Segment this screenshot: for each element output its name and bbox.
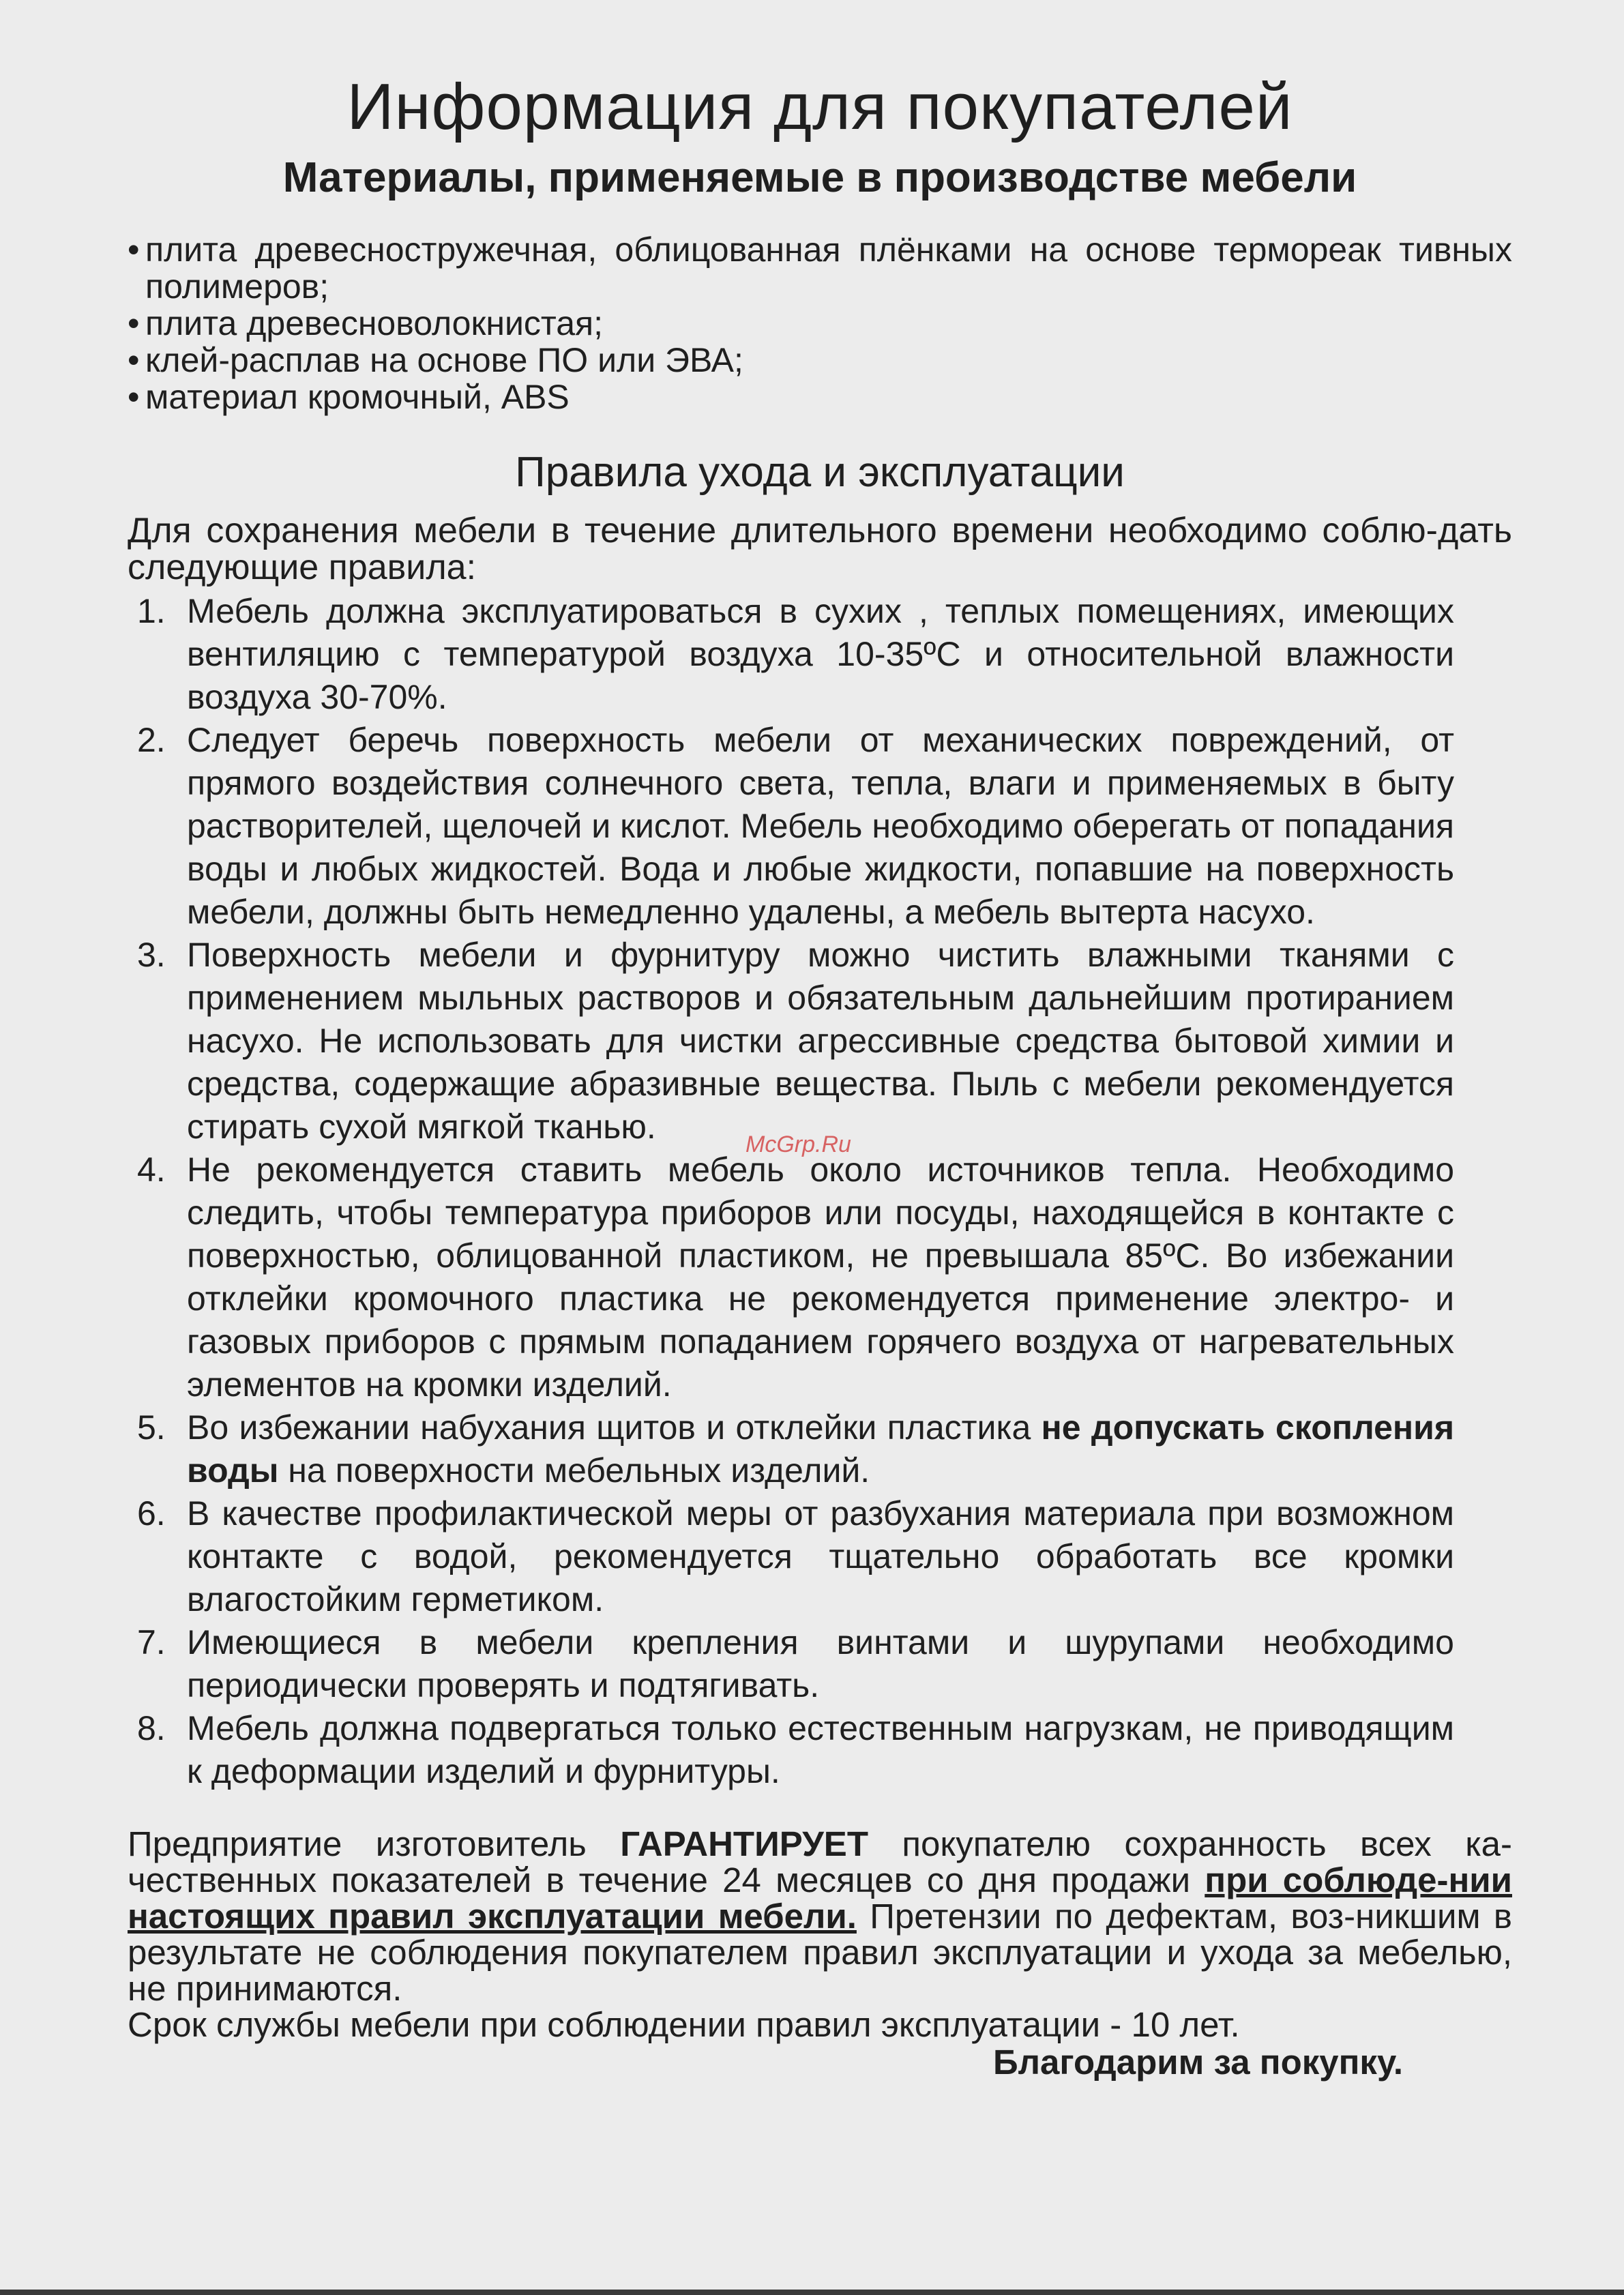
rule-item: [128, 1707, 1454, 1793]
watermark: McGrp.Ru: [745, 1131, 851, 1157]
rule-text: Мебель должна подвергаться только естественным нагрузкам, не приводящим к деформации изделий и фурнитуры.: [187, 1709, 1454, 1790]
rule-item: [128, 590, 1454, 719]
rule-number: 4.: [137, 1151, 166, 1189]
guarantee-condition: при соблюде-нии настоящих правил эксплуатации мебели.: [128, 1861, 1512, 1936]
rule-number: 1.: [137, 592, 166, 630]
rule-number: 2.: [137, 721, 166, 759]
list-item: • плита древесноволокнистая;: [128, 305, 1512, 342]
guarantee-text: Претензии по дефектам, воз-никшим в результате не соблюдения покупателем правил эксплуатации и ухода за мебелью, не принимаются.: [128, 1897, 1512, 2008]
rule-text: на поверхности мебельных изделий.: [278, 1451, 870, 1490]
rule-item: [128, 934, 1454, 1149]
page-title: Информация для покупателей: [346, 70, 1293, 143]
list-item: • плита древесностружечная, облицованная плёнками на основе термореак тивных полимеров;: [128, 231, 1512, 305]
rule-text: Имеющиеся в мебели крепления винтами и шурупами необходимо периодически проверять и подтягивать.: [187, 1623, 1454, 1704]
list-item: • клей-расплав на основе ПО или ЭВА;: [128, 342, 1512, 379]
thanks-text: Благодарим за покупку.: [992, 2043, 1403, 2082]
rule-item: [128, 1621, 1454, 1707]
rule-number: 7.: [137, 1623, 166, 1661]
rule-item: [128, 719, 1454, 934]
rule-text: Следует беречь поверхность мебели от механических повреждений, от прямого воздействия солнечного света, тепла, влаги и применяемых в быту растворителей, щелочей и кислот. Мебель необходимо оберегать от попадания воды и любых жидкостей. Вода и любые жидкости, попавшие на поверхность мебели, должны быть немедленно удалены, а мебель вытерта насухо.: [187, 721, 1454, 931]
guarantee-text: покупателю сохранность всех ка-чественных показателей в течение 24 месяцев со дня продажи: [128, 1824, 1512, 1899]
rule-number: 6.: [137, 1494, 166, 1533]
rule-item: [128, 1492, 1454, 1621]
guarantee-text: Предприятие изготовитель: [128, 1824, 621, 1863]
document-page: [128, 65, 1512, 2082]
bottom-divider: [0, 2290, 1624, 2295]
rule-number: 8.: [137, 1709, 166, 1747]
guarantee-bold: ГАРАНТИРУЕТ: [620, 1824, 868, 1863]
rule-text: Не рекомендуется ставить мебель около источников тепла. Необходимо следить, чтобы температура приборов или посуды, находящейся в контакте с поверхностью, облицованной пластиком, не превышала 85ºС. Во избежании отклейки кромочного пластика не рекомендуется применение электро- и газовых приборов с прямым попаданием горячего воздуха от нагревательных элементов на кромки изделий.: [187, 1151, 1454, 1404]
rule-item: [128, 1406, 1454, 1492]
list-item: • материал кромочный, ABS: [128, 379, 1512, 415]
care-section-title: Правила ухода и эксплуатации: [515, 449, 1125, 496]
rule-text-bold: не допускать скопления воды: [187, 1408, 1454, 1490]
care-intro: Для сохранения мебели в течение длительного времени необходимо соблю-дать следующие правила:: [128, 511, 1512, 587]
rule-text: В качестве профилактической меры от разбухания материала при возможном контакте с водой, рекомендуется тщательно обработать все кромки влагостойким герметиком.: [187, 1494, 1454, 1618]
page-subtitle: Материалы, применяемые в производстве мебели: [282, 154, 1357, 201]
rule-text: Поверхность мебели и фурнитуру можно чистить влажными тканями с применением мыльных растворов и обязательным дальнейшим протиранием насухо. Не использовать для чистки агрессивные средства бытовой химии и средства, содержащие абразивные вещества. Пыль с мебели рекомендуется стирать сухой мягкой тканью.: [187, 936, 1454, 1146]
guarantee-block: [128, 1826, 1512, 2082]
rule-text: Мебель должна эксплуатироваться в сухих , теплых помещениях, имеющих вентиляцию с температурой воздуха 10-35ºС и относительной влажности воздуха 30-70%.: [187, 592, 1454, 716]
rule-text: Во избежании набухания щитов и отклейки пластика: [187, 1408, 1042, 1447]
service-life: Срок службы мебели при соблюдении правил эксплуатации - 10 лет.: [128, 2005, 1240, 2044]
rules-list: [128, 590, 1454, 1793]
guarantee-paragraph: [128, 1826, 1512, 2007]
rule-number: 5.: [137, 1408, 166, 1447]
materials-list: [128, 231, 1512, 415]
rule-item: [128, 1149, 1454, 1406]
rule-number: 3.: [137, 936, 166, 974]
